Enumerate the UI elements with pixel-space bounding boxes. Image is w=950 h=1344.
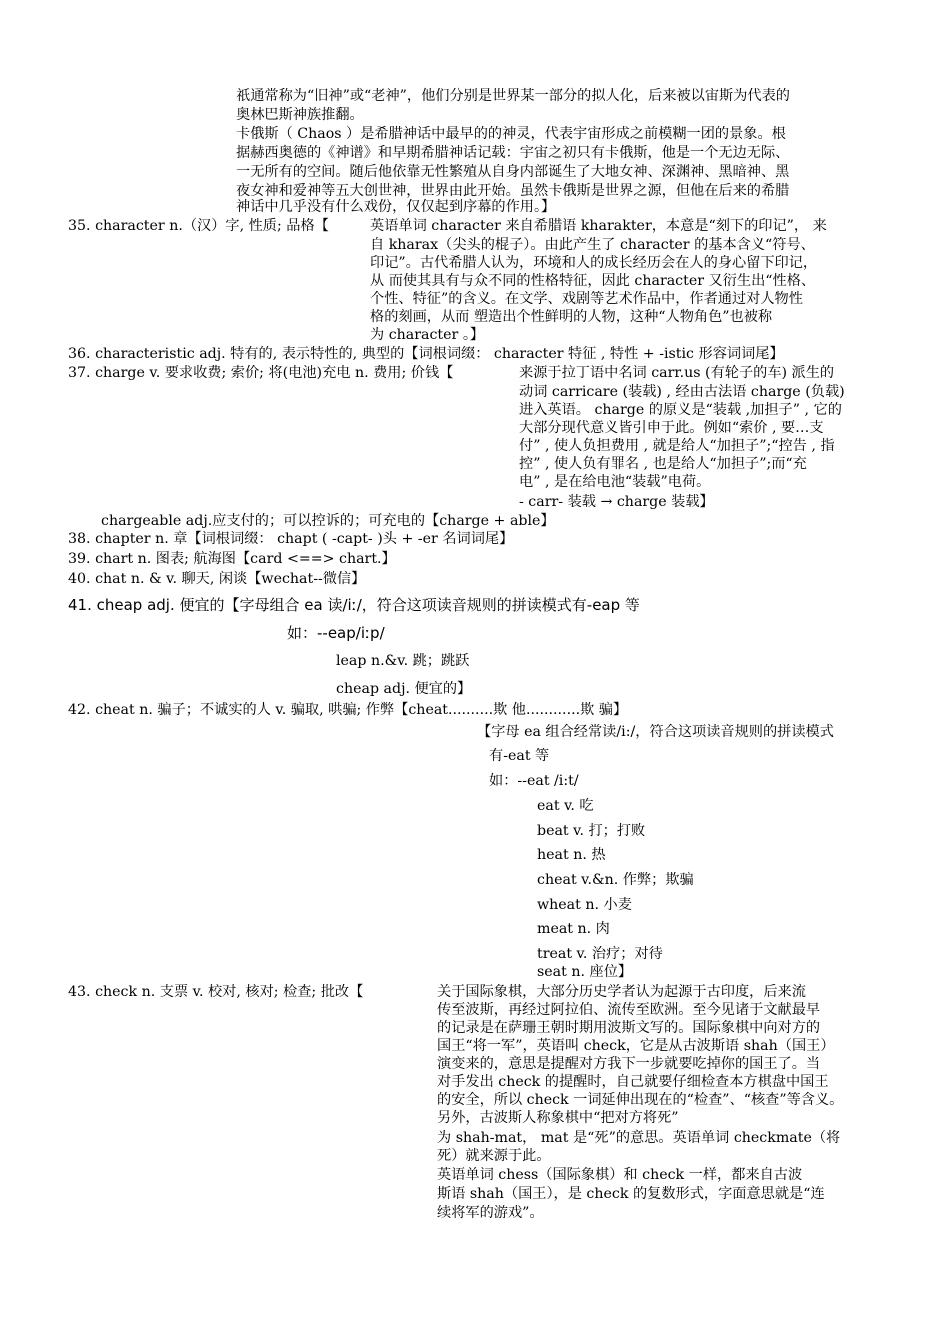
- entry-rule-line: 有-eat 等: [489, 748, 550, 764]
- entry-note-line: 另外，古波斯人称象棋中“把对方将死”: [437, 1110, 679, 1126]
- entry-note-line: 从 而使其具有与众不同的性格特征，因此 character 又衍生出“性格、: [370, 273, 816, 289]
- intro-line: 卡俄斯（ Chaos ）是希腊神话中最早的的神灵，代表宇宙形成之前模糊一团的景象。根: [236, 126, 786, 142]
- entry-40-chat: 40. chat n. & v. 聊天, 闲谈【wechat--微信】: [68, 571, 366, 587]
- entry-note-line: 印记”。古代希腊人认为，环境和人的成长经历会在人的身心留下印记，: [370, 255, 818, 271]
- entry-note-line: 为 shah-mat， mat 是“死”的意思。英语单词 checkmate（将: [437, 1130, 841, 1146]
- entry-note-line: 英语单词 chess（国际象棋）和 check 一样，都来自古波: [437, 1167, 803, 1183]
- entry-note-line: 传至波斯，再经过阿拉伯、流传至欧洲。至今见诸于文献最早: [437, 1002, 821, 1018]
- intro-line: 祇通常称为“旧神”或“老神”，他们分别是世界某一部分的拟人化，后来被以宙斯为代表的: [236, 88, 790, 104]
- entry-word: cheat v.&n. 作弊；欺骗: [537, 872, 694, 888]
- intro-line: 神话中几乎没有什么戏份，仅仅起到序幕的作用。】: [236, 199, 556, 215]
- entry-word: heat n. 热: [537, 847, 606, 863]
- entry-note-line: 进入英语。 charge 的原义是“装载 ,加担子” , 它的: [519, 402, 842, 418]
- entry-head: 35. character n.（汉）字, 性质; 品格【: [68, 218, 329, 234]
- entry-note-line: 斯语 shah（国王），是 check 的复数形式，字面意思就是“连: [437, 1186, 825, 1202]
- entry-note-line: 动词 carricare (装载) , 经由古法语 charge (负载): [519, 384, 845, 400]
- entry-word: seat n. 座位】: [537, 964, 633, 980]
- entry-38-chapter: 38. chapter n. 章【词根词缀： chapt ( -capt- )头 + -er 名词词尾】: [68, 531, 514, 547]
- intro-line: 据赫西奥德的《神谱》和早期希腊神话记载：宇宙之初只有卡俄斯，他是一个无边无际、: [236, 145, 790, 161]
- entry-word: meat n. 肉: [537, 921, 610, 937]
- entry-note-line: 英语单词 character 来自希腊语 kharakter，本意是“刻下的印记”， 来: [370, 218, 827, 234]
- entry-note-line: 电” , 是在给电池“装载”电荷。: [519, 474, 711, 490]
- entry-word: cheap adj. 便宜的】: [336, 681, 472, 697]
- entry-note-line: 国王“将一军”，英语叫 check，它是从古波斯语 shah（国王）: [437, 1038, 835, 1054]
- entry-rule-line: 【字母 ea 组合经常读/i:/，符合这项读音规则的拼读模式: [477, 724, 834, 740]
- entry-36-characteristic: 36. characteristic adj. 特有的, 表示特性的, 典型的【词根词缀： character 特征 , 特性 + -istic 形容词词尾】: [68, 346, 784, 362]
- entry-note-line: 个性、特征”的含义。在文学、戏剧等艺术作品中，作者通过对人物性: [370, 291, 803, 307]
- entry-note-line: 控” , 使人负有罪名 , 也是给人“加担子”;而“充: [519, 456, 807, 472]
- entry-head: 41. cheap adj. 便宜的【字母组合 ea 读/iː/，符合这项读音规则的拼读模式有-eap 等: [68, 596, 640, 614]
- entry-note-line: 为 character 。】: [370, 327, 485, 343]
- entry-note-line: 对手发出 check 的提醒时，自己就要仔细检查本方棋盘中国王: [437, 1074, 829, 1090]
- entry-note-line: 续将军的游戏”。: [437, 1205, 544, 1221]
- entry-word: treat v. 治疗；对待: [537, 946, 663, 962]
- entry-note-line: 自 kharax（尖头的棍子）。由此产生了 character 的基本含义“符号、: [370, 237, 815, 253]
- entry-example: 如：--eat /i:t/: [489, 773, 579, 789]
- intro-line: 奥林巴斯神族推翻。: [236, 107, 364, 123]
- entry-note-line: 死）就来源于此。: [437, 1148, 551, 1164]
- entry-word: eat v. 吃: [537, 798, 594, 814]
- entry-note-line: 格的刻画，从而 塑造出个性鲜明的人物，这种“人物角色”也被称: [370, 309, 773, 325]
- entry-word: leap n.&v. 跳；跳跃: [336, 653, 470, 669]
- entry-note-line: 付” , 使人负担费用 , 就是给人“加担子”;“控告 , 指: [519, 438, 835, 454]
- entry-note-line: 演变来的，意思是提醒对方我下一步就要吃掉你的国王了。当: [437, 1056, 821, 1072]
- entry-head: 37. charge v. 要求收费; 索价; 将(电池)充电 n. 费用; 价钱【: [68, 365, 454, 381]
- entry-note-line: 来源于拉丁语中名词 carr.us (有轮子的车) 派生的: [519, 365, 835, 381]
- entry-note-line: - carr- 装载 → charge 装载】: [519, 494, 714, 510]
- entry-note-line: 的记录是在萨珊王朝时期用波斯文写的。国际象棋中向对方的: [437, 1020, 821, 1036]
- intro-line: 夜女神和爱神等五大创世神，世界由此开始。虽然卡俄斯是世界之源，但他在后来的希腊: [236, 183, 790, 199]
- entry-note-line: 大部分现代意义皆引申于此。例如“索价 , 要…支: [519, 420, 824, 436]
- entry-sub-chargeable: chargeable adj.应支付的；可以控诉的；可充电的【charge + able】: [101, 513, 555, 529]
- entry-word: beat v. 打；打败: [537, 823, 646, 839]
- entry-head: 42. cheat n. 骗子；不诚实的人 v. 骗取, 哄骗; 作弊【cheat..........欺 他............欺 骗】: [68, 702, 628, 718]
- entry-note-line: 关于国际象棋，大部分历史学者认为起源于古印度，后来流: [437, 984, 806, 1000]
- entry-note-line: 的安全，所以 check 一词延伸出现在的“检查”、“核查”等含义。: [437, 1092, 844, 1108]
- entry-39-chart: 39. chart n. 图表; 航海图【card <==> chart.】: [68, 551, 396, 567]
- entry-word: wheat n. 小麦: [537, 897, 632, 913]
- entry-head: 43. check n. 支票 v. 校对, 核对; 检查; 批改【: [68, 984, 364, 1000]
- entry-example: 如：--eap/iːp/: [287, 624, 385, 642]
- intro-line: 一无所有的空间。随后他依靠无性繁殖从自身内部诞生了大地女神、深渊神、黑暗神、黑: [236, 164, 790, 180]
